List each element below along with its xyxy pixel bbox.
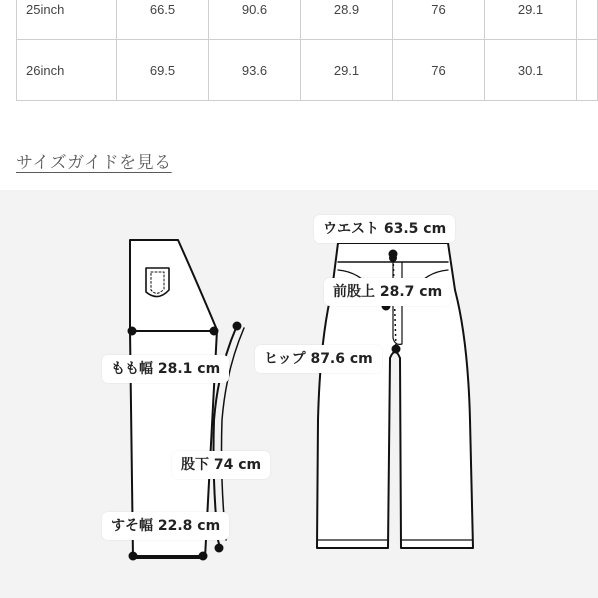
size-cell: 26inch xyxy=(17,40,117,101)
measurement-diagram xyxy=(0,190,598,598)
size-guide-link[interactable]: サイズガイドを見る xyxy=(16,153,172,173)
inseam-bottom-dot xyxy=(216,545,223,552)
hem-measurement-label: すそ幅 22.8 cm xyxy=(102,512,229,540)
table-cell: 90.6 xyxy=(209,0,301,40)
waist-dot xyxy=(390,255,396,261)
table-row xyxy=(17,0,598,40)
inseam-top-dot xyxy=(234,323,241,330)
table-cell xyxy=(577,0,598,40)
table-cell: 69.5 xyxy=(117,40,209,101)
table-cell: 29.1 xyxy=(485,0,577,40)
table-cell: 29.1 xyxy=(301,40,393,101)
waist-measurement-label: ウエスト 63.5 cm xyxy=(314,215,455,243)
table-cell: 28.9 xyxy=(301,0,393,40)
size-cell: 25inch xyxy=(17,0,117,40)
size-table xyxy=(16,0,598,101)
inseam-measurement-label: 股下 74 cm xyxy=(172,451,270,479)
table-cell: 76 xyxy=(393,0,485,40)
table-cell: 30.1 xyxy=(485,40,577,101)
table-cell xyxy=(577,40,598,101)
table-cell: 66.5 xyxy=(117,0,209,40)
side-view-pants-outline xyxy=(130,240,217,558)
table-row xyxy=(17,40,598,101)
table-cell: 93.6 xyxy=(209,40,301,101)
table-cell: 76 xyxy=(393,40,485,101)
front-rise-measurement-label: 前股上 28.7 cm xyxy=(324,278,451,306)
pants-illustration xyxy=(0,190,598,598)
thigh-measurement-label: もも幅 28.1 cm xyxy=(102,355,229,383)
hip-measurement-label: ヒップ 87.6 cm xyxy=(255,345,382,373)
